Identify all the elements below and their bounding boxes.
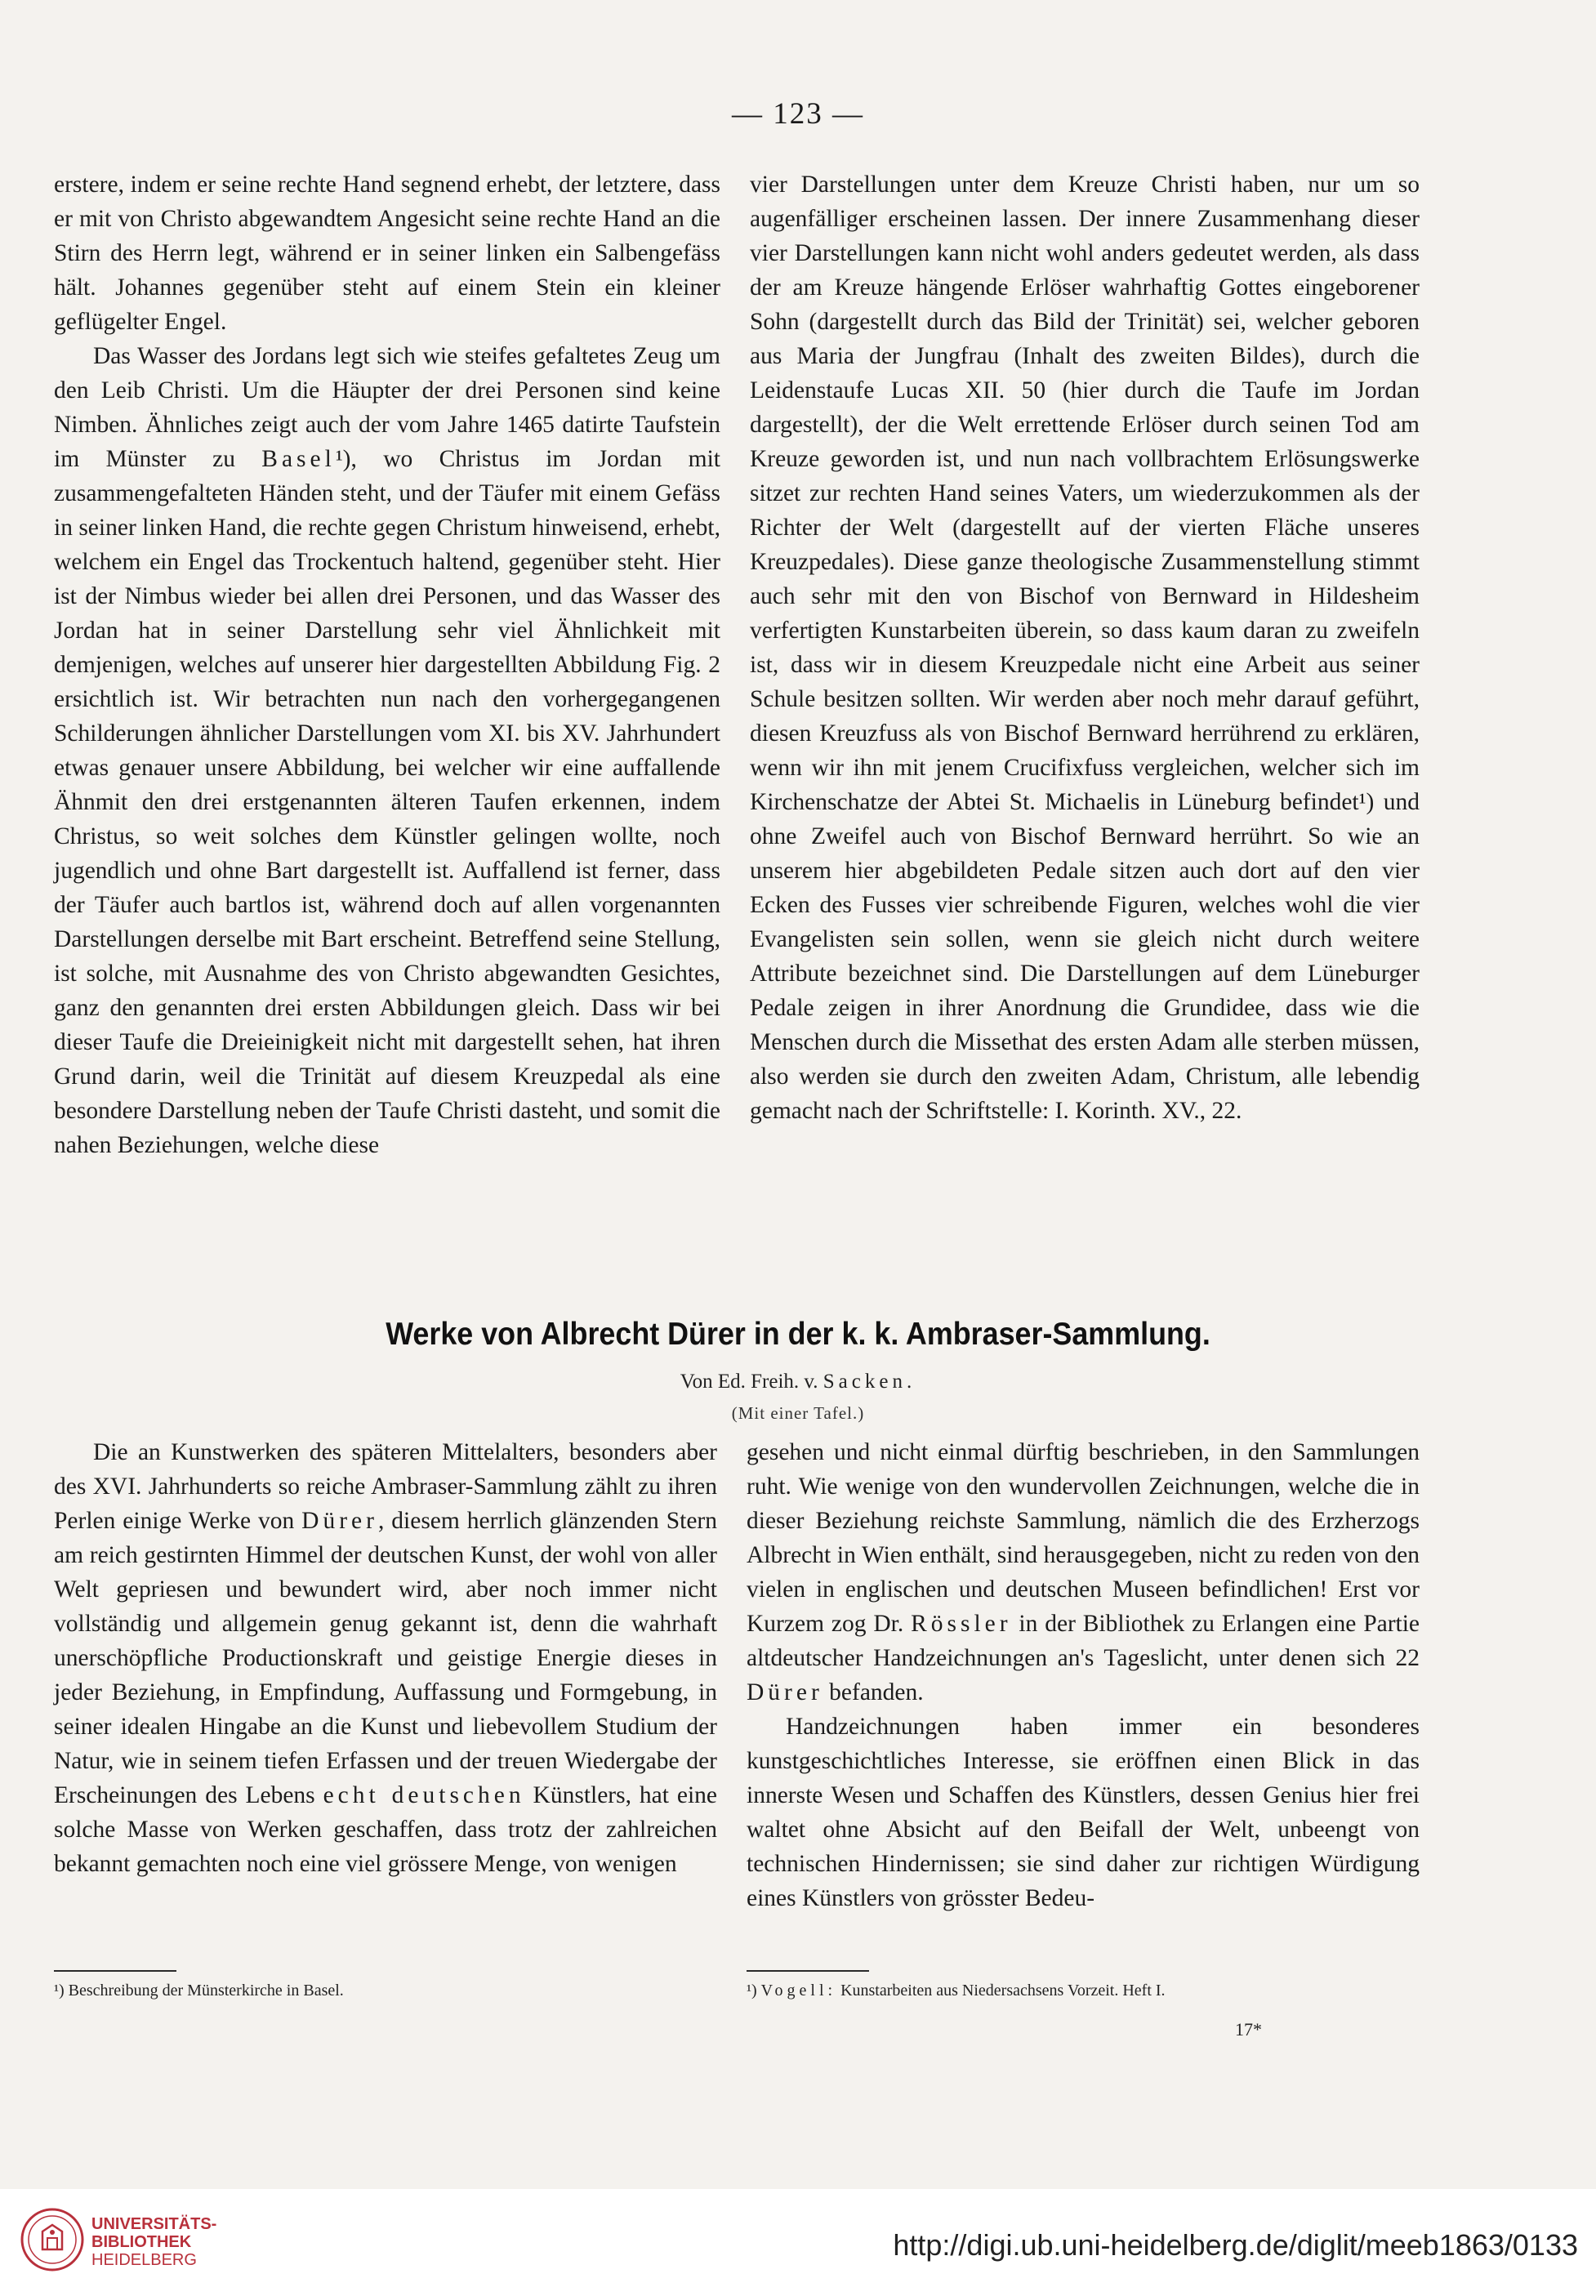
footnote-author: Vogell: [760, 1982, 837, 2000]
text-run: Die an Kunstwerken des späteren Mittelalters, besonders aber des XVI. Jahrhunderts so reiche Ambraser-Sammlung zählt zu ihren Perlen einige Werke von [54, 1439, 717, 1534]
text-run: ¹), wo Christus im Jordan mit zusammengefalteten Händen steht, und der Täufer mit einem Gefäss in seiner linken Hand, die rechte gegen Christum hinweisend, erhebt, welchem ein Engel das Trockentuch haltend, gegenüber steht. Hier ist der Nimbus wieder bei allen drei Personen, und das Wasser des Jordan hat in seiner Darstellung sehr viel Ähnlichkeit mit demjenigen, welches auf unserer hier dargestellten Abbildung Fig. 2 ersichtlich ist. Wir betrachten nun nach den vorhergegangenen Schilderungen ähnlicher Darstellungen vom XI. bis XV. Jahrhundert etwas genauer unsere Abbildung, bei welcher wir eine auffallende Ähnmit den drei erstgenannten älteren Taufen erkennen, indem Christus, so weit solches dem Künstler gelingen wollte, noch jugendlich und ohne Bart dargestellt ist. Auffallend ist ferner, dass der Täufer auch bartlos ist, während doch auf allen vorgenannten Darstellungen derselbe mit Bart erscheint. Betreffend seine Stellung, ist solche, mit Ausnahme des von Christo abgewandten Gesichtes, ganz den genannten drei ersten Abbildungen gleich. Dass wir bei dieser Taufe die Dreieinigkeit nicht mit dargestellt sehen, hat ihren Grund darin, weil die Trinität auf diesem Kreuzpedal als eine besondere Darstellung neben der Taufe Christi dasteht, und somit die nahen Beziehungen, welche diese [54, 446, 721, 1158]
library-name [91, 2215, 216, 2269]
page-number: — 123 — [732, 97, 864, 131]
signature-mark: 17* [1235, 2019, 1262, 2040]
spaced-name: Dürer [301, 1508, 378, 1534]
right-column-top [750, 167, 1420, 1128]
library-line: HEIDELBERG [91, 2251, 197, 2269]
library-line: UNIVERSITÄTS- [91, 2215, 217, 2233]
paragraph: erstere, indem er seine rechte Hand segnend erhebt, der letztere, dass er mit von Christo abgewandtem Angesicht seine rechte Hand an die Stirn des Herrn legt, während er in seiner linken ein Salbengefäss hält. Johannes gegenüber steht auf einem Stein ein kleiner geflügelter Engel. [54, 172, 720, 335]
article-author [0, 1371, 1596, 1393]
digitization-footer [0, 2189, 1596, 2296]
text-run: in der Bibliothek zu Erlangen eine Partie altdeutscher Handzeichnungen an's Tageslicht, unter denen sich 22 [747, 1611, 1420, 1671]
source-url-link[interactable]: http://digi.ub.uni-heidelberg.de/diglit/meeb1863/0133 [893, 2228, 1578, 2262]
paragraph [54, 1435, 717, 1881]
spaced-name: Basel [261, 446, 336, 472]
text-run: gesehen und nicht einmal dürftig beschrieben, in den Sammlungen ruht. Wie wenige von den wundervollen Zeichnungen, welche die in dieser Beziehung reichste Sammlung, nämlich die des Erzherzogs Albrecht in Wien enthält, sind herausgegeben, nicht zu reden von den vielen in englischen und deutschen Museen befindlichen! Erst vor Kurzem zog Dr. [747, 1439, 1420, 1637]
footnote-left: ¹) Beschreibung der Münsterkirche in Basel. [54, 1982, 344, 2000]
author-name: Sacken. [823, 1371, 916, 1393]
spaced-name: Rössler [911, 1611, 1012, 1637]
author-prefix: Von Ed. Freih. v. [680, 1371, 823, 1393]
text-run: Künstlers, hat eine solche Masse von Werken geschaffen, dass trotz der zahlreichen bekannt gemachten noch eine viel grössere Menge, von wenigen [54, 1782, 718, 1877]
paragraph: vier Darstellungen unter dem Kreuze Christi haben, nur um so augenfälliger erscheinen lassen. Der innere Zusammenhang dieser vier Darstellungen kann nicht wohl anders gedeutet werden, als dass der am Kreuze hängende Erlöser wahrhaftig Gottes eingeborener Sohn (dargestellt durch das Bild der Trinität) sei, welcher geboren aus Maria der Jungfrau (Inhalt des zweiten Bildes), durch die Leidenstaufe Lucas XII. 50 (hier durch die Taufe im Jordan dargestellt), der die Welt errettende Erlöser durch seinen Tod am Kreuze geworden ist, und nun nach vollbrachtem Erlösungswerke sitzet zur rechten Hand seines Vaters, um wiederzukommen als der Richter der Welt (dargestellt auf der vierten Fläche unseres Kreuzpedales). Diese ganze theologische Zusammenstellung stimmt auch sehr mit den von Bischof von Bernward in Hildesheim verfertigten Kunstarbeiten überein, so dass kaum daran zu zweifeln ist, dass wir in diesem Kreuzpedale nicht eine Arbeit aus seiner Schule besitzen sollten. Wir werden aber noch mehr darauf geführt, diesen Kreuzfuss als von Bischof Bernward herrührend zu erklären, wenn wir ihn mit jenem Crucifixfuss vergleichen, welcher sich im Kirchenschatze der Abtei St. Michaelis in Lüneburg befindet¹) und ohne Zweifel auch von Bischof Bernward herrührt. So wie an unserem hier abgebildeten Pedale sitzen auch dort auf den vier Ecken des Fusses vier schreibende Figuren, welches wohl die vier Evangelisten sein sollen, wenn sie gleich nicht durch weitere Attribute bezeichnet sind. Die Darstellungen auf dem Lüneburger Pedale zeigen in ihrer Anordnung die Grundidee, dass wie die Menschen durch die Missethat des ersten Adam alle sterben müssen, also werden sie durch den zweiten Adam, Christum, alle lebendig gemacht nach der Schriftstelle: I. Korinth. XV., 22. [750, 172, 1420, 1124]
spaced-name: Dürer [747, 1679, 823, 1705]
text-run: , diesem herrlich glänzenden Stern am reich gestirnten Himmel der deutschen Kunst, der wohl von aller Welt gepriesen und bewundert wird, aber noch immer nicht vollständig und allgemein genug gekannt ist, denn die wahrhaft unerschöpfliche Productionskraft und geistige Energie dieses in jeder Beziehung, in Empfindung, Auffassung und Formgebung, in seiner idealen Hingabe an die Kunst und liebevollem Studium der Natur, wie in seinem tiefen Erfassen und der treuen Wiedergabe der Erscheinungen des Lebens [54, 1508, 717, 1808]
article-note: (Mit einer Tafel.) [731, 1403, 865, 1423]
paragraph: Handzeichnungen haben immer ein besonderes kunstgeschichtliches Interesse, sie eröffnen einen Blick in das innerste Wesen und Schaffen des Künstlers, dessen Genius hier frei waltet ohne Absicht auf den Beifall der Welt, unbeengt von technischen Hindernissen; sie sind daher zur richtigen Würdigung eines Künstlers von grösster Bedeu- [747, 1714, 1420, 1911]
text-run: Das Wasser des Jordans legt sich wie steifes gefaltetes Zeug um den Leib Christi. Um die Häupter der drei Personen sind keine Nimben. Ähnliches zeigt auch der vom Jahre 1465 datirte Taufstein im Münster zu [54, 343, 720, 472]
text-run: befanden. [823, 1679, 924, 1705]
footnote-right [747, 1982, 1166, 2000]
footnote-marker: ¹) [747, 1982, 761, 2000]
university-seal-icon [20, 2207, 85, 2272]
paragraph [747, 1435, 1420, 1710]
footnote-rule [747, 1970, 869, 1972]
left-column-top [54, 167, 720, 1162]
footnote-rule [54, 1970, 176, 1972]
paragraph [54, 339, 720, 1162]
spaced-phrase: echt deutschen [323, 1782, 525, 1808]
right-column-bottom [747, 1435, 1420, 1915]
left-column-bottom [54, 1435, 717, 1881]
footnote-text: Kunstarbeiten aus Niedersachsens Vorzeit. Heft I. [836, 1982, 1166, 2000]
library-line: BIBLIOTHEK [91, 2233, 192, 2251]
article-title: Werke von Albrecht Dürer in der k. k. Ambraser-Sammlung. [386, 1317, 1210, 1352]
